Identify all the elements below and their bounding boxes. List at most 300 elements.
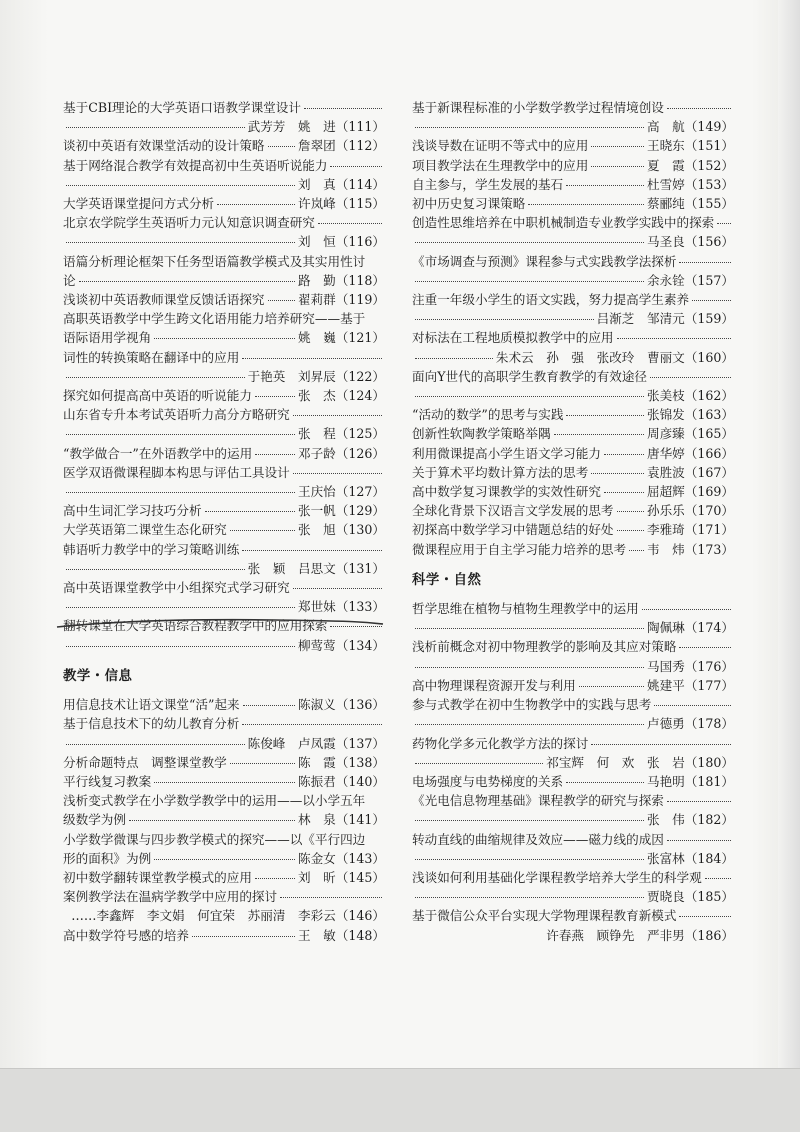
entry-page: （138）: [335, 754, 385, 770]
entry-title: 基于微信公众平台实现大学物理课程教育新模式: [412, 908, 677, 924]
entry-author: 柳莺莺: [297, 637, 336, 653]
dot-leader: [280, 897, 382, 898]
entry-title: 初中历史复习课策略: [412, 196, 526, 212]
entry-page: （180）: [684, 754, 734, 770]
entry-author: 林 泉: [297, 812, 336, 828]
entry-author: 张锦发: [646, 407, 685, 423]
dot-leader: [692, 300, 731, 301]
dot-leader: [717, 223, 731, 224]
entry-author: 张 杰: [297, 388, 336, 404]
dot-leader: [617, 511, 644, 512]
dot-leader: [679, 647, 731, 648]
entry-author: 武芳芳 姚 进: [247, 119, 336, 135]
toc-entry: [412, 213, 734, 251]
entry-author: 张一帆: [297, 503, 336, 519]
entry-page: （162）: [684, 388, 734, 404]
entry-page: （114）: [335, 176, 385, 192]
entry-author: 郑世妹: [297, 599, 336, 615]
dot-leader: [293, 473, 382, 474]
entry-title-line: 高职英语教学中学生跨文化语用能力培养研究——基于: [63, 311, 366, 327]
dot-leader: [415, 319, 594, 320]
entry-author: 孙乐乐: [646, 503, 685, 519]
entry-title: 转动直线的曲缩规律及效应——磁力线的成因: [412, 831, 664, 847]
entry-author: 姚建平: [646, 677, 685, 693]
toc-entry: [412, 520, 734, 539]
entry-author: 屈超辉: [646, 484, 685, 500]
dot-leader: [268, 146, 295, 147]
entry-page: （176）: [684, 658, 734, 674]
entry-title: 初探高中数学学习中错题总结的好处: [412, 522, 614, 538]
entry-page: （121）: [335, 330, 385, 346]
entry-title: 参与式教学在初中生物教学中的实践与思考: [412, 697, 652, 713]
entry-page: （129）: [335, 503, 385, 519]
entry-page: （174）: [684, 620, 734, 636]
dot-leader: [591, 166, 644, 167]
dot-leader: [650, 377, 731, 378]
dot-leader: [705, 878, 731, 879]
entry-page: （167）: [684, 464, 734, 480]
dot-leader: [154, 859, 295, 860]
dot-leader: [293, 415, 382, 416]
entry-page: （152）: [684, 157, 734, 173]
entry-page: （166）: [684, 445, 734, 461]
entry-author: 卢德勇: [646, 716, 685, 732]
toc-entry: [412, 444, 734, 463]
toc-entry: [63, 501, 385, 520]
toc-entry: [63, 156, 385, 194]
teaching-information-entries: [63, 695, 385, 945]
entry-page: （170）: [684, 503, 734, 519]
toc-entry: [412, 175, 734, 194]
entry-title: 山东省专升本考试英语听力高分方略研究: [63, 407, 290, 423]
toc-entry: [412, 463, 734, 482]
left-column: [63, 98, 385, 945]
entry-author: 蔡郦纯: [646, 196, 685, 212]
entry-title: 面向Y世代的高职学生教育教学的有效途径: [412, 368, 648, 384]
dot-leader: [154, 782, 295, 783]
entry-page: （157）: [684, 272, 734, 288]
entry-title: 利用微课提高小学生语文学习能力: [412, 445, 601, 461]
dot-leader: [667, 108, 731, 109]
toc-entry: [63, 252, 385, 290]
entry-title: 北京农学院学生英语听力元认知意识调查研究: [63, 215, 315, 231]
entry-page: （141）: [335, 812, 385, 828]
entry-page: （126）: [335, 445, 385, 461]
toc-entry: [412, 906, 734, 944]
entry-title-line: 形的面积》为例: [63, 850, 152, 866]
entry-author: 陶佩琳: [646, 620, 685, 636]
entry-title: 浅谈导数在证明不等式中的应用: [412, 138, 589, 154]
right-column: [412, 98, 734, 945]
dot-leader: [415, 358, 493, 359]
entry-author: 刘 昕: [297, 869, 336, 885]
entry-author: 韦 炜: [646, 541, 685, 557]
dot-leader: [415, 242, 644, 243]
entry-page: （163）: [684, 407, 734, 423]
entry-title: 浅谈初中英语教师课堂反馈话语探究: [63, 292, 265, 308]
english-teaching-entries: [63, 98, 385, 655]
dot-leader: [415, 396, 644, 397]
dot-leader: [66, 646, 295, 647]
page-edge-shadow: [778, 0, 800, 1068]
entry-title: 高中数学符号感的培养: [63, 927, 189, 943]
entry-author: 邓子龄: [297, 445, 336, 461]
math-and-misc-entries: [412, 98, 734, 559]
entry-title-line: 论: [63, 272, 76, 288]
dot-leader: [154, 338, 295, 339]
dot-leader: [242, 358, 382, 359]
entry-title: 初中数学翻转课堂教学模式的应用: [63, 869, 252, 885]
entry-author: 路 勤: [297, 272, 336, 288]
dot-leader: [642, 609, 731, 610]
entry-author: 陈 霞: [297, 754, 336, 770]
dot-leader: [242, 724, 382, 725]
dot-leader: [217, 204, 295, 205]
toc-entry: [63, 444, 385, 463]
dot-leader: [667, 801, 731, 802]
dot-leader: [554, 434, 644, 435]
entry-author: 陈金女: [297, 850, 336, 866]
entry-title: 案例教学法在温病学教学中应用的探讨: [63, 889, 278, 905]
entry-page: （115）: [335, 196, 385, 212]
dot-leader: [566, 185, 644, 186]
toc-entry: [63, 386, 385, 405]
entry-page: （153）: [684, 176, 734, 192]
entry-title: 高中数学复习课教学的实效性研究: [412, 484, 601, 500]
entry-author: 袁胜波: [646, 464, 685, 480]
dot-leader: [679, 262, 731, 263]
entry-title: 医学双语微课程脚本构思与评估工具设计: [63, 464, 290, 480]
toc-entry: [412, 367, 734, 405]
entry-author: 吕渐芝 邹清元: [596, 311, 685, 327]
dot-leader: [66, 569, 245, 570]
entry-title: 浅析前概念对初中物理教学的影响及其应对策略: [412, 639, 677, 655]
entry-title: 基于信息技术下的幼儿教育分析: [63, 716, 240, 732]
entry-title: 用信息技术让语文课堂“活”起来: [63, 697, 240, 713]
toc-entry: [63, 405, 385, 443]
dot-leader: [415, 628, 644, 629]
entry-title: 全球化背景下汉语言文学发展的思考: [412, 503, 614, 519]
entry-title: 谈初中英语有效课堂活动的设计策略: [63, 138, 265, 154]
toc-entry: [412, 599, 734, 637]
entry-page: （182）: [684, 812, 734, 828]
dot-leader: [591, 473, 644, 474]
entry-page: （186）: [684, 927, 734, 943]
dot-leader: [667, 840, 731, 841]
dot-leader: [591, 744, 731, 745]
dot-leader: [79, 281, 295, 282]
science-nature-entries: [412, 599, 734, 945]
toc-entry: [63, 791, 385, 829]
dot-leader: [415, 724, 644, 725]
entry-author: 朱术云 孙 强 张改玲 曹丽文: [495, 349, 685, 365]
dot-leader: [415, 127, 644, 128]
entry-page: （178）: [684, 716, 734, 732]
entry-page: （122）: [335, 368, 385, 384]
toc-entry: [63, 578, 385, 616]
entry-title: 药物化学多元化教学方法的探讨: [412, 735, 589, 751]
entry-author: 祁宝辉 何 欢 张 岩: [546, 754, 685, 770]
entry-page: （130）: [335, 522, 385, 538]
entry-author: 唐华婷: [646, 445, 685, 461]
entry-title: 哲学思维在植物与植物生理教学中的运用: [412, 601, 639, 617]
dot-leader: [654, 705, 731, 706]
toc-entry: [63, 540, 385, 578]
entry-page: （124）: [335, 388, 385, 404]
toc-entry: [63, 616, 385, 654]
entry-title: 电场强度与电势梯度的关系: [412, 773, 564, 789]
toc-entry: [412, 194, 734, 213]
entry-author: 张 旭: [297, 522, 336, 538]
toc-entry: [412, 328, 734, 366]
dot-leader: [604, 454, 644, 455]
entry-title-line: 语篇分析理论框架下任务型语篇教学模式及其实用性讨: [63, 253, 366, 269]
entry-page: （177）: [684, 677, 734, 693]
entry-page: （119）: [335, 292, 385, 308]
toc-entry: [412, 830, 734, 868]
entry-page: （155）: [684, 196, 734, 212]
entry-page: （185）: [684, 889, 734, 905]
entry-page: （148）: [335, 927, 385, 943]
toc-entry: [63, 290, 385, 309]
entry-page: （184）: [684, 850, 734, 866]
toc-entry: [412, 501, 734, 520]
entry-page: （151）: [684, 138, 734, 154]
entry-author: 马艳明: [646, 773, 685, 789]
dot-leader: [230, 530, 295, 531]
dot-leader: [205, 511, 295, 512]
toc-entry: [63, 714, 385, 752]
entry-page: （131）: [335, 560, 385, 576]
entry-page: （149）: [684, 119, 734, 135]
entry-title: 基于新课程标准的小学数学教学过程情境创设: [412, 100, 664, 115]
entry-author: 周彦臻: [646, 426, 685, 442]
entry-title-line: 语际语用学视角: [63, 330, 152, 346]
toc-entry: [412, 136, 734, 155]
entry-title: 创新性软陶教学策略举隅: [412, 426, 551, 442]
entry-page: （112）: [335, 138, 385, 154]
entry-page: （137）: [335, 735, 385, 751]
entry-author: 陈振君: [297, 773, 336, 789]
entry-title: 高中生词汇学习技巧分析: [63, 503, 202, 519]
entry-author: 余永铨: [646, 272, 685, 288]
entry-author: 张 伟: [646, 812, 685, 828]
entry-page: （171）: [684, 522, 734, 538]
dot-leader: [255, 454, 295, 455]
entry-page: （140）: [335, 773, 385, 789]
toc-entry: [63, 772, 385, 791]
entry-author: 夏 霞: [646, 157, 685, 173]
dot-leader: [566, 415, 644, 416]
toc-entry: [63, 753, 385, 772]
entry-author: 许春燕 顾铮先 严非男: [546, 927, 685, 943]
entry-author: 于艳英 刘昇辰: [247, 368, 336, 384]
scanner-bed-edge: [0, 1068, 800, 1132]
dot-leader: [66, 242, 295, 243]
dot-leader: [566, 782, 644, 783]
entry-page: （146）: [335, 908, 385, 924]
dot-leader: [617, 530, 644, 531]
entry-author: 张 颖 吕思文: [247, 560, 336, 576]
entry-page: （156）: [684, 234, 734, 250]
toc-entry: [63, 926, 385, 945]
toc-entry: [412, 676, 734, 695]
dot-leader: [318, 223, 382, 224]
entry-author: 马圣良: [646, 234, 685, 250]
dot-leader: [304, 108, 382, 109]
entry-author: 贾晓良: [646, 889, 685, 905]
dot-leader: [243, 705, 295, 706]
toc-entry: [412, 482, 734, 501]
toc-entry: [412, 695, 734, 733]
entry-title: 平行线复习教案: [63, 773, 152, 789]
toc-entry: [412, 290, 734, 328]
entry-page: （169）: [684, 484, 734, 500]
toc-entry: [412, 540, 734, 559]
section-heading-science-nature: 科学・自然: [412, 572, 482, 588]
dot-leader: [66, 377, 245, 378]
entry-title: 词性的转换策略在翻译中的应用: [63, 349, 240, 365]
entry-author: 张 程: [297, 426, 336, 442]
dot-leader: [66, 607, 295, 608]
entry-page: （136）: [335, 697, 385, 713]
entry-author: 李雅琦: [646, 522, 685, 538]
entry-title: 基于网络混合教学有效提高初中生英语听说能力: [63, 157, 328, 173]
dot-leader: [129, 820, 295, 821]
entry-title: 《市场调查与预测》课程参与式实践教学法探析: [412, 253, 677, 269]
entry-page: （125）: [335, 426, 385, 442]
entry-page: （159）: [684, 311, 734, 327]
dot-leader: [255, 396, 295, 397]
toc-entry: [63, 213, 385, 251]
entry-author: 高 航: [646, 119, 685, 135]
entry-page: （181）: [684, 773, 734, 789]
dot-leader: [66, 127, 245, 128]
entry-author: 王 敏: [297, 927, 336, 943]
toc-entry: [412, 637, 734, 675]
toc-entry: [412, 252, 734, 290]
entry-author: 杜雪婷: [646, 176, 685, 192]
toc-entry: [63, 695, 385, 714]
entry-author: 张富林: [646, 850, 685, 866]
entry-title: 浅谈如何利用基础化学课程教学培养大学生的科学观: [412, 869, 702, 885]
entry-author: 翟莉群: [297, 292, 336, 308]
dot-leader: [66, 185, 295, 186]
dot-leader: [679, 916, 731, 917]
dot-leader: [579, 686, 644, 687]
entry-title: 高中物理课程资源开发与利用: [412, 677, 576, 693]
entry-author: ……李鑫辉 李文娟 何宜荣 苏丽清 李彩云: [71, 908, 336, 924]
entry-author: 王庆怡: [297, 484, 336, 500]
toc-entry: [412, 772, 734, 791]
entry-page: （165）: [684, 426, 734, 442]
toc-entry: [412, 734, 734, 772]
dot-leader: [192, 936, 295, 937]
toc-entry: [412, 791, 734, 829]
entry-title-line: 浅析变式教学在小学数学教学中的运用——以小学五年: [63, 793, 366, 809]
entry-author: 马国秀: [646, 658, 685, 674]
entry-page: （143）: [335, 850, 385, 866]
toc-entry: [63, 830, 385, 868]
entry-author: 陈俊峰 卢凤霞: [247, 735, 336, 751]
entry-author: 姚 巍: [297, 330, 336, 346]
entry-title-line: 小学数学微课与四步教学模式的探究——以《平行四边: [63, 831, 366, 847]
entry-title: 微课程应用于自主学习能力培养的思考: [412, 541, 627, 557]
entry-page: （173）: [684, 541, 734, 557]
toc-entry: [412, 868, 734, 906]
toc-entry: [412, 156, 734, 175]
entry-page: （111）: [335, 119, 385, 135]
entry-author: 许岚峰: [297, 196, 336, 212]
dot-leader: [268, 300, 295, 301]
toc-entry: [63, 463, 385, 501]
dot-leader: [415, 281, 644, 282]
entry-title: 韩语听力教学中的学习策略训练: [63, 541, 240, 557]
entry-title: 关于算术平均数计算方法的思考: [412, 464, 589, 480]
dot-leader: [415, 820, 644, 821]
dot-leader: [629, 550, 644, 551]
entry-author: 王晓东: [646, 138, 685, 154]
dot-leader: [591, 146, 644, 147]
entry-title: 分析命题特点 调整课堂教学: [63, 754, 227, 770]
toc-entry: [412, 405, 734, 424]
entry-title: “教学做合一”在外语教学中的运用: [63, 445, 253, 461]
dot-leader: [415, 763, 543, 764]
section-heading-teaching-information: 教学・信息: [63, 668, 133, 684]
dot-leader: [415, 897, 644, 898]
dot-leader: [415, 859, 644, 860]
dot-leader: [66, 492, 295, 493]
entry-title: 基于CBI理论的大学英语口语教学课堂设计: [63, 100, 301, 115]
entry-title: 创造性思维培养在中职机械制造专业教学实践中的探索: [412, 215, 715, 231]
dot-leader: [293, 588, 382, 589]
entry-page: （133）: [335, 599, 385, 615]
toc-entry: [63, 348, 385, 386]
dot-leader: [242, 550, 382, 551]
entry-page: （118）: [335, 272, 385, 288]
toc-entry: [63, 98, 385, 136]
entry-title-line: 级数学为例: [63, 812, 126, 828]
dot-leader: [330, 166, 382, 167]
entry-author: 詹翠团: [297, 138, 336, 154]
dot-leader: [330, 626, 382, 627]
dot-leader: [230, 763, 295, 764]
entry-page: （116）: [335, 234, 385, 250]
entry-page: （134）: [335, 637, 385, 653]
entry-title: 探究如何提高高中英语的听说能力: [63, 388, 252, 404]
dot-leader: [604, 492, 644, 493]
toc-entry: [412, 98, 734, 136]
entry-title: 大学英语第二课堂生态化研究: [63, 522, 227, 538]
dot-leader: [66, 434, 295, 435]
entry-title: 高中英语课堂教学中小组探究式学习研究: [63, 580, 290, 596]
entry-author: 张美枝: [646, 388, 685, 404]
entry-page: （145）: [335, 869, 385, 885]
toc-entry: [63, 868, 385, 887]
dot-leader: [66, 744, 245, 745]
entry-page: （160）: [684, 349, 734, 365]
entry-title: 翻转课堂在大学英语综合教程教学中的应用探索: [63, 618, 328, 634]
dot-leader: [617, 338, 732, 339]
toc-entry: [63, 887, 385, 925]
toc-entry: [63, 309, 385, 347]
entry-title: 对标法在工程地质模拟教学中的应用: [412, 330, 614, 346]
entry-author: 陈淑义: [297, 697, 336, 713]
dot-leader: [528, 204, 644, 205]
entry-author: 刘 真: [297, 176, 336, 192]
entry-title: 注重一年级小学生的语文实践，努力提高学生素养: [412, 292, 690, 308]
entry-title: “活动的数学”的思考与实践: [412, 407, 564, 423]
